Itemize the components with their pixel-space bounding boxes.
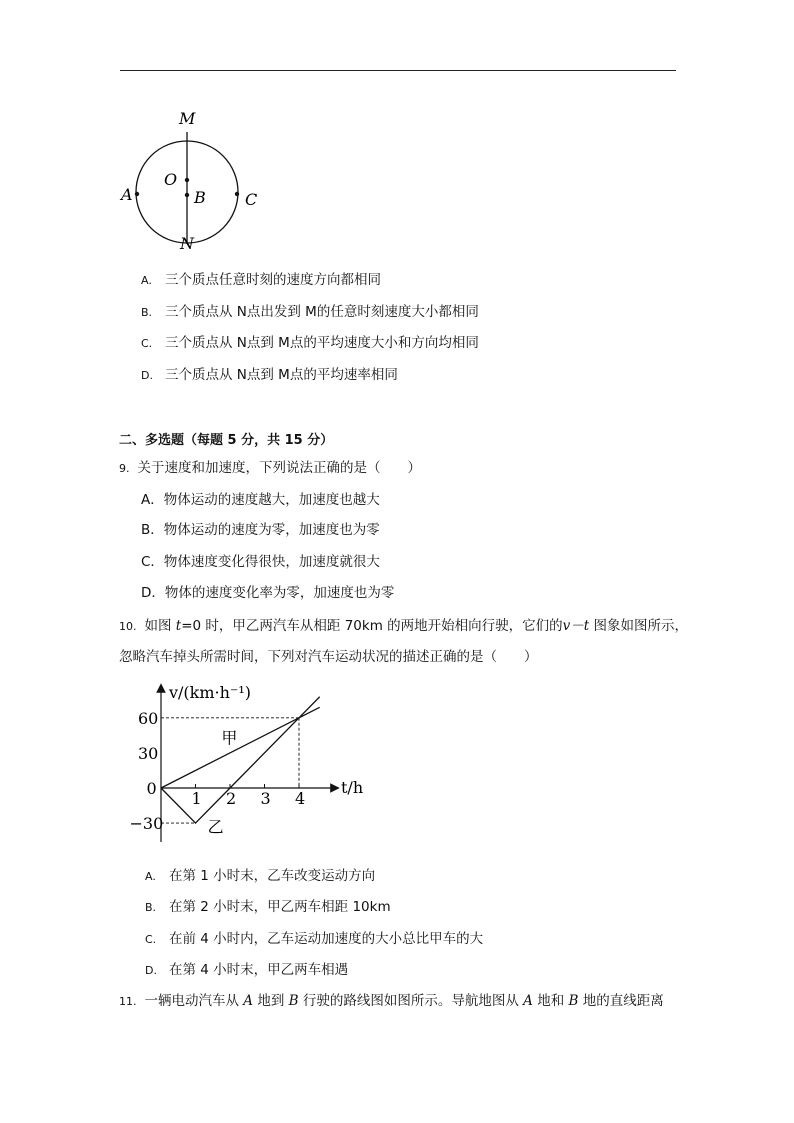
circle-figure — [115, 104, 275, 254]
q9-option-d: D．物体的速度变化率为零，加速度也为零 — [141, 585, 395, 601]
x-tick-label-4: 4 — [295, 789, 306, 808]
label-b: B — [194, 188, 206, 207]
x-axis-label: t/h — [341, 778, 364, 797]
header-rule — [120, 70, 676, 71]
q9-option-c: C．物体速度变化得很快，加速度就很大 — [141, 554, 380, 570]
q9-option-b: B．物体运动的速度为零，加速度也为零 — [141, 522, 380, 538]
label-o: O — [164, 170, 178, 189]
q10-option-b: B. 在第 2 小时末，甲乙两车相距 10km — [145, 899, 391, 915]
q10-stem-line2: 忽略汽车掉头所需时间，下列对汽车运动状况的描述正确的是（ ） — [119, 649, 538, 665]
x-tick-label-2: 2 — [226, 789, 237, 808]
y-tick-label-neg30: −30 — [129, 814, 164, 834]
x-tick-label-1: 1 — [191, 789, 202, 808]
point-c — [235, 192, 239, 196]
q10-stem-line1: 10. 如图 t=0 时，甲乙两汽车从相距 70km 的两地开始相向行驶，它们的v－t 图象如图所示， — [119, 618, 689, 634]
q9-option-a: A．物体运动的速度越大，加速度也越大 — [141, 492, 380, 508]
q8-option-c: C. 三个质点从 N点到 M点的平均速度大小和方向均相同 — [141, 335, 479, 351]
y-tick-label-60: 60 — [138, 708, 159, 728]
label-c: C — [245, 190, 258, 209]
series-line-jia — [161, 707, 320, 788]
y-tick-label-0: 0 — [146, 779, 157, 798]
point-b — [185, 193, 189, 197]
q10-option-d: D. 在第 4 小时末，甲乙两车相遇 — [145, 962, 349, 978]
label-a: A — [121, 185, 133, 204]
x-tick-label-3: 3 — [260, 789, 271, 808]
series-label-yi: 乙 — [207, 817, 224, 837]
y-axis-label: v/(km·h⁻¹) — [169, 683, 252, 702]
section-title: 二、多选题（每题 5 分，共 15 分） — [119, 433, 334, 448]
point-o — [185, 178, 189, 182]
q8-option-d: D. 三个质点从 N点到 M点的平均速率相同 — [141, 367, 398, 383]
q10-option-a: A. 在第 1 小时末，乙车改变运动方向 — [145, 868, 376, 884]
y-tick-label-30: 30 — [138, 743, 159, 763]
q8-option-b: B. 三个质点从 N点出发到 M的任意时刻速度大小都相同 — [141, 304, 479, 320]
label-n: N — [180, 234, 194, 253]
q9-stem: 9. 关于速度和加速度，下列说法正确的是（ ） — [119, 460, 421, 476]
q10-option-c: C. 在前 4 小时内，乙车运动加速度的大小总比甲车的大 — [145, 931, 484, 947]
q11-stem: 11. 一辆电动汽车从 A 地到 B 行驶的路线图如图所示。导航地图从 A 地和 B 地的直线距离 — [119, 993, 664, 1009]
series-label-jia: 甲 — [221, 728, 238, 748]
q8-option-a: A. 三个质点任意时刻的速度方向都相同 — [141, 272, 381, 288]
label-m: M — [179, 109, 196, 128]
point-a — [135, 192, 139, 196]
vt-chart — [125, 680, 375, 850]
